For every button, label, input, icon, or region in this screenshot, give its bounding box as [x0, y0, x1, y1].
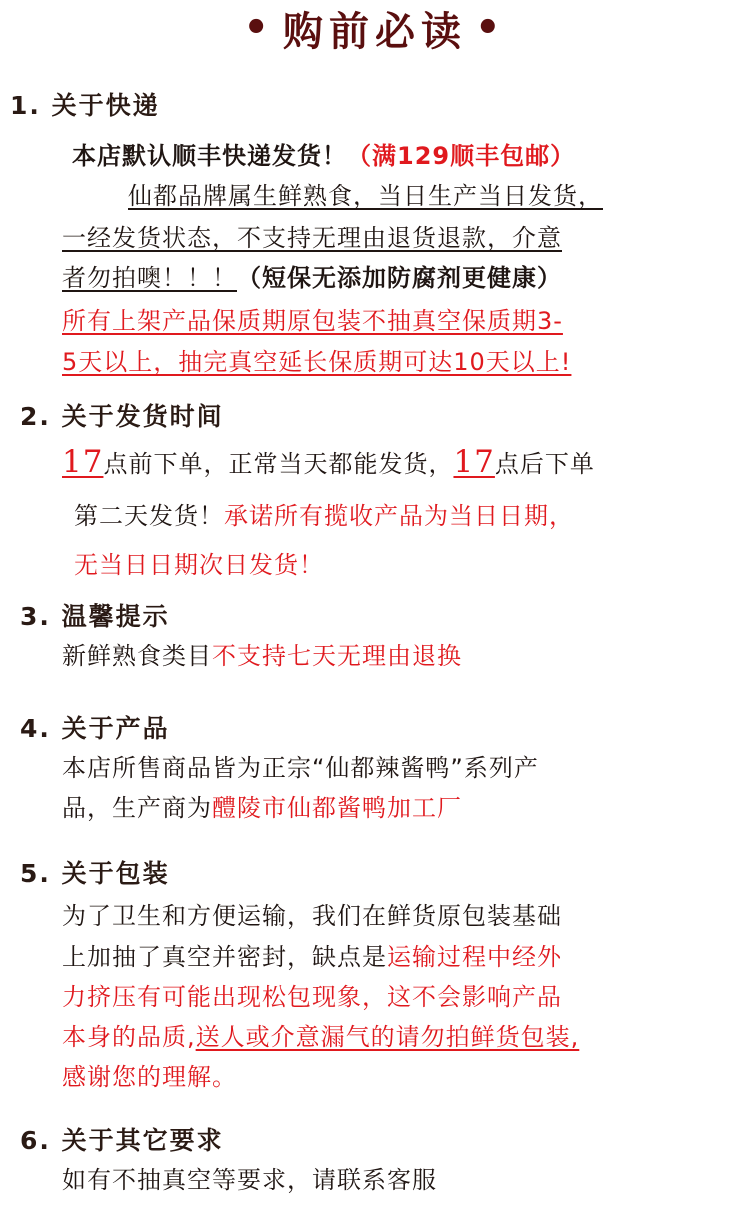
next-day-text: 第二天发货！: [74, 502, 224, 530]
section-5-line-3: 力挤压有可能出现松包现象，这不会影响产品: [62, 983, 562, 1011]
fresh-food-text: 新鲜熟食类目: [62, 642, 212, 670]
quality-text: 本身的品质,: [62, 1023, 196, 1051]
gift-warning-text: 送人或介意漏气的请勿拍鲜货包装,: [195, 1023, 580, 1051]
promise-text: 承诺所有揽收产品为当日日期，: [224, 502, 574, 530]
section-4-line-2: [62, 788, 462, 823]
manufacturer-name: 醴陵市仙都酱鸭加工厂: [212, 794, 462, 822]
title-dot-right: •: [475, 5, 507, 51]
section-2-line-2: [74, 496, 574, 531]
section-1-line-4: [62, 258, 562, 293]
packaging-drawback-text: 上加抽了真空并密封，缺点是: [62, 943, 387, 971]
section-5-line-2: [62, 937, 562, 972]
section-1-line-5: 所有上架产品保质期原包装不抽真空保质期3-: [62, 307, 563, 335]
section-6-heading: 6. 关于其它要求: [20, 1126, 224, 1155]
section-3-line-1: [62, 636, 462, 671]
manufacturer-label: 品，生产商为: [62, 794, 212, 822]
section-1-line-3: 一经发货状态，不支持无理由退货退款，介意: [62, 224, 562, 252]
title-text: 购前必读: [283, 8, 467, 55]
section-5-heading: 5. 关于包装: [20, 859, 170, 888]
cutoff-hour-1: 17: [62, 444, 104, 480]
section-2-line-1: [62, 444, 595, 480]
section-2-line-3: 无当日日期次日发货！: [74, 551, 324, 579]
section-4-line-1: 本店所售商品皆为正宗“仙都辣酱鸭”系列产: [62, 754, 539, 782]
healthy-note: （短保无添加防腐剂更健康）: [237, 264, 562, 292]
title-dot-left: •: [243, 5, 275, 51]
section-2-heading: 2. 关于发货时间: [20, 402, 224, 431]
after-cutoff-text: 点后下单: [494, 450, 595, 478]
section-5-line-5: 感谢您的理解。: [62, 1063, 237, 1091]
section-5-line-4: [62, 1017, 579, 1052]
transport-text: 运输过程中经外: [387, 943, 562, 971]
shipping-default-text: 本店默认顺丰快递发货！: [72, 142, 347, 170]
page-title: [0, 0, 750, 56]
section-1-line-2: 仙都品牌属生鲜熟食，当日生产当日发货，: [128, 182, 603, 210]
no-return-notice: 者勿拍噢！！！: [62, 264, 237, 292]
section-1-line-6: 5天以上，抽完真空延长保质期可达10天以上!: [62, 348, 572, 376]
section-1-line-1: [72, 136, 575, 171]
section-6-line-1: 如有不抽真空等要求，请联系客服: [62, 1166, 437, 1194]
same-day-text: 点前下单，正常当天都能发货，: [103, 450, 454, 478]
section-3-heading: 3. 温馨提示: [20, 602, 170, 631]
section-4-heading: 4. 关于产品: [20, 714, 170, 743]
no-return-policy: 不支持七天无理由退换: [212, 642, 462, 670]
section-5-line-1: 为了卫生和方便运输，我们在鲜货原包装基础: [62, 902, 562, 930]
cutoff-hour-2: 17: [453, 444, 495, 480]
free-shipping-text: （满129顺丰包邮）: [347, 142, 576, 170]
section-1-heading: 1. 关于快递: [10, 91, 160, 120]
